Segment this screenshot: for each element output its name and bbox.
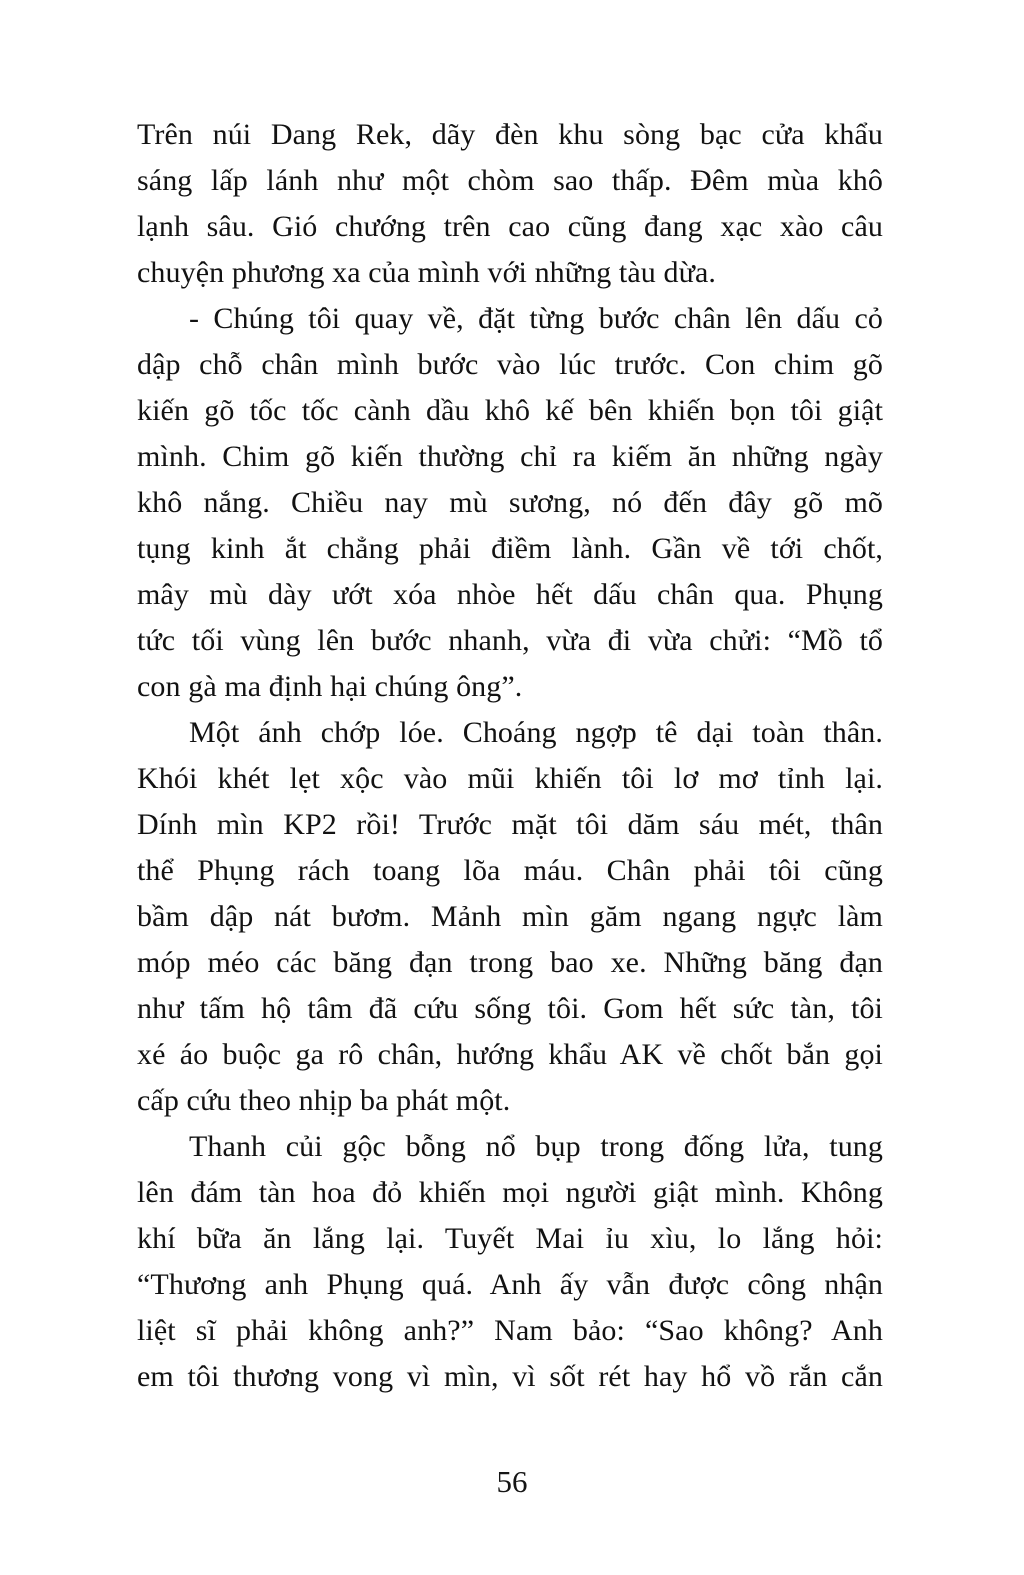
text-line: “Thương anh Phụng quá. Anh ấy vẫn được công nhận <box>137 1268 883 1301</box>
text-line: em tôi thương vong vì mìn, vì sốt rét hay hổ vồ rắn cắn <box>137 1360 883 1393</box>
text-line: Trên núi Dang Rek, dãy đèn khu sòng bạc cửa khẩu <box>137 118 883 151</box>
text-line: tụng kinh ắt chẳng phải điềm lành. Gần về tới chốt, <box>137 532 883 565</box>
paragraph <box>137 710 883 1124</box>
text-line: xé áo buộc ga rô chân, hướng khẩu AK về chốt bắn gọi <box>137 1038 883 1071</box>
text-line: khô nắng. Chiều nay mù sương, nó đến đây gõ mõ <box>137 486 883 519</box>
text-line: cấp cứu theo nhịp ba phát một. <box>137 1084 511 1117</box>
text-line: như tấm hộ tâm đã cứu sống tôi. Gom hết sức tàn, tôi <box>137 992 883 1025</box>
text-line: chuyện phương xa của mình với những tàu dừa. <box>137 256 716 289</box>
paragraph <box>137 1124 883 1400</box>
page-number: 56 <box>496 1464 528 1499</box>
paragraph <box>137 112 883 296</box>
text-line: dập chỗ chân mình bước vào lúc trước. Con chim gõ <box>137 348 883 381</box>
paragraph <box>137 296 883 710</box>
text-line: Một ánh chớp lóe. Choáng ngợp tê dại toàn thân. <box>189 716 883 749</box>
text-line: Dính mìn KP2 rồi! Trước mặt tôi dăm sáu mét, thân <box>137 808 883 841</box>
page-text <box>137 112 883 1400</box>
text-line: sáng lấp lánh như một chòm sao thấp. Đêm mùa khô <box>137 164 883 197</box>
text-line: kiến gõ tốc tốc cành dầu khô kế bên khiến bọn tôi giật <box>137 394 883 427</box>
text-line: Thanh củi gộc bỗng nổ bụp trong đống lửa, tung <box>189 1130 883 1163</box>
text-line: mình. Chim gõ kiến thường chỉ ra kiếm ăn những ngày <box>137 440 883 473</box>
text-line: con gà ma định hại chúng ông”. <box>137 670 523 703</box>
text-line: mây mù dày ướt xóa nhòe hết dấu chân qua. Phụng <box>137 578 883 611</box>
text-line: móp méo các băng đạn trong bao xe. Những băng đạn <box>137 946 883 979</box>
text-line: tức tối vùng lên bước nhanh, vừa đi vừa chửi: “Mồ tổ <box>137 624 883 657</box>
text-line: khí bữa ăn lắng lại. Tuyết Mai ỉu xìu, lo lắng hỏi: <box>137 1222 883 1255</box>
text-line: Khói khét lẹt xộc vào mũi khiến tôi lơ mơ tỉnh lại. <box>137 762 883 795</box>
text-line: thể Phụng rách toang lõa máu. Chân phải tôi cũng <box>137 854 883 887</box>
text-line: lạnh sâu. Gió chướng trên cao cũng đang xạc xào câu <box>137 210 883 243</box>
text-line: bầm dập nát bươm. Mảnh mìn găm ngang ngực làm <box>137 900 883 933</box>
text-line: - Chúng tôi quay về, đặt từng bước chân lên dấu cỏ <box>189 302 883 335</box>
text-line: liệt sĩ phải không anh?” Nam bảo: “Sao không? Anh <box>137 1314 883 1347</box>
text-line: lên đám tàn hoa đỏ khiến mọi người giật mình. Không <box>137 1176 883 1209</box>
